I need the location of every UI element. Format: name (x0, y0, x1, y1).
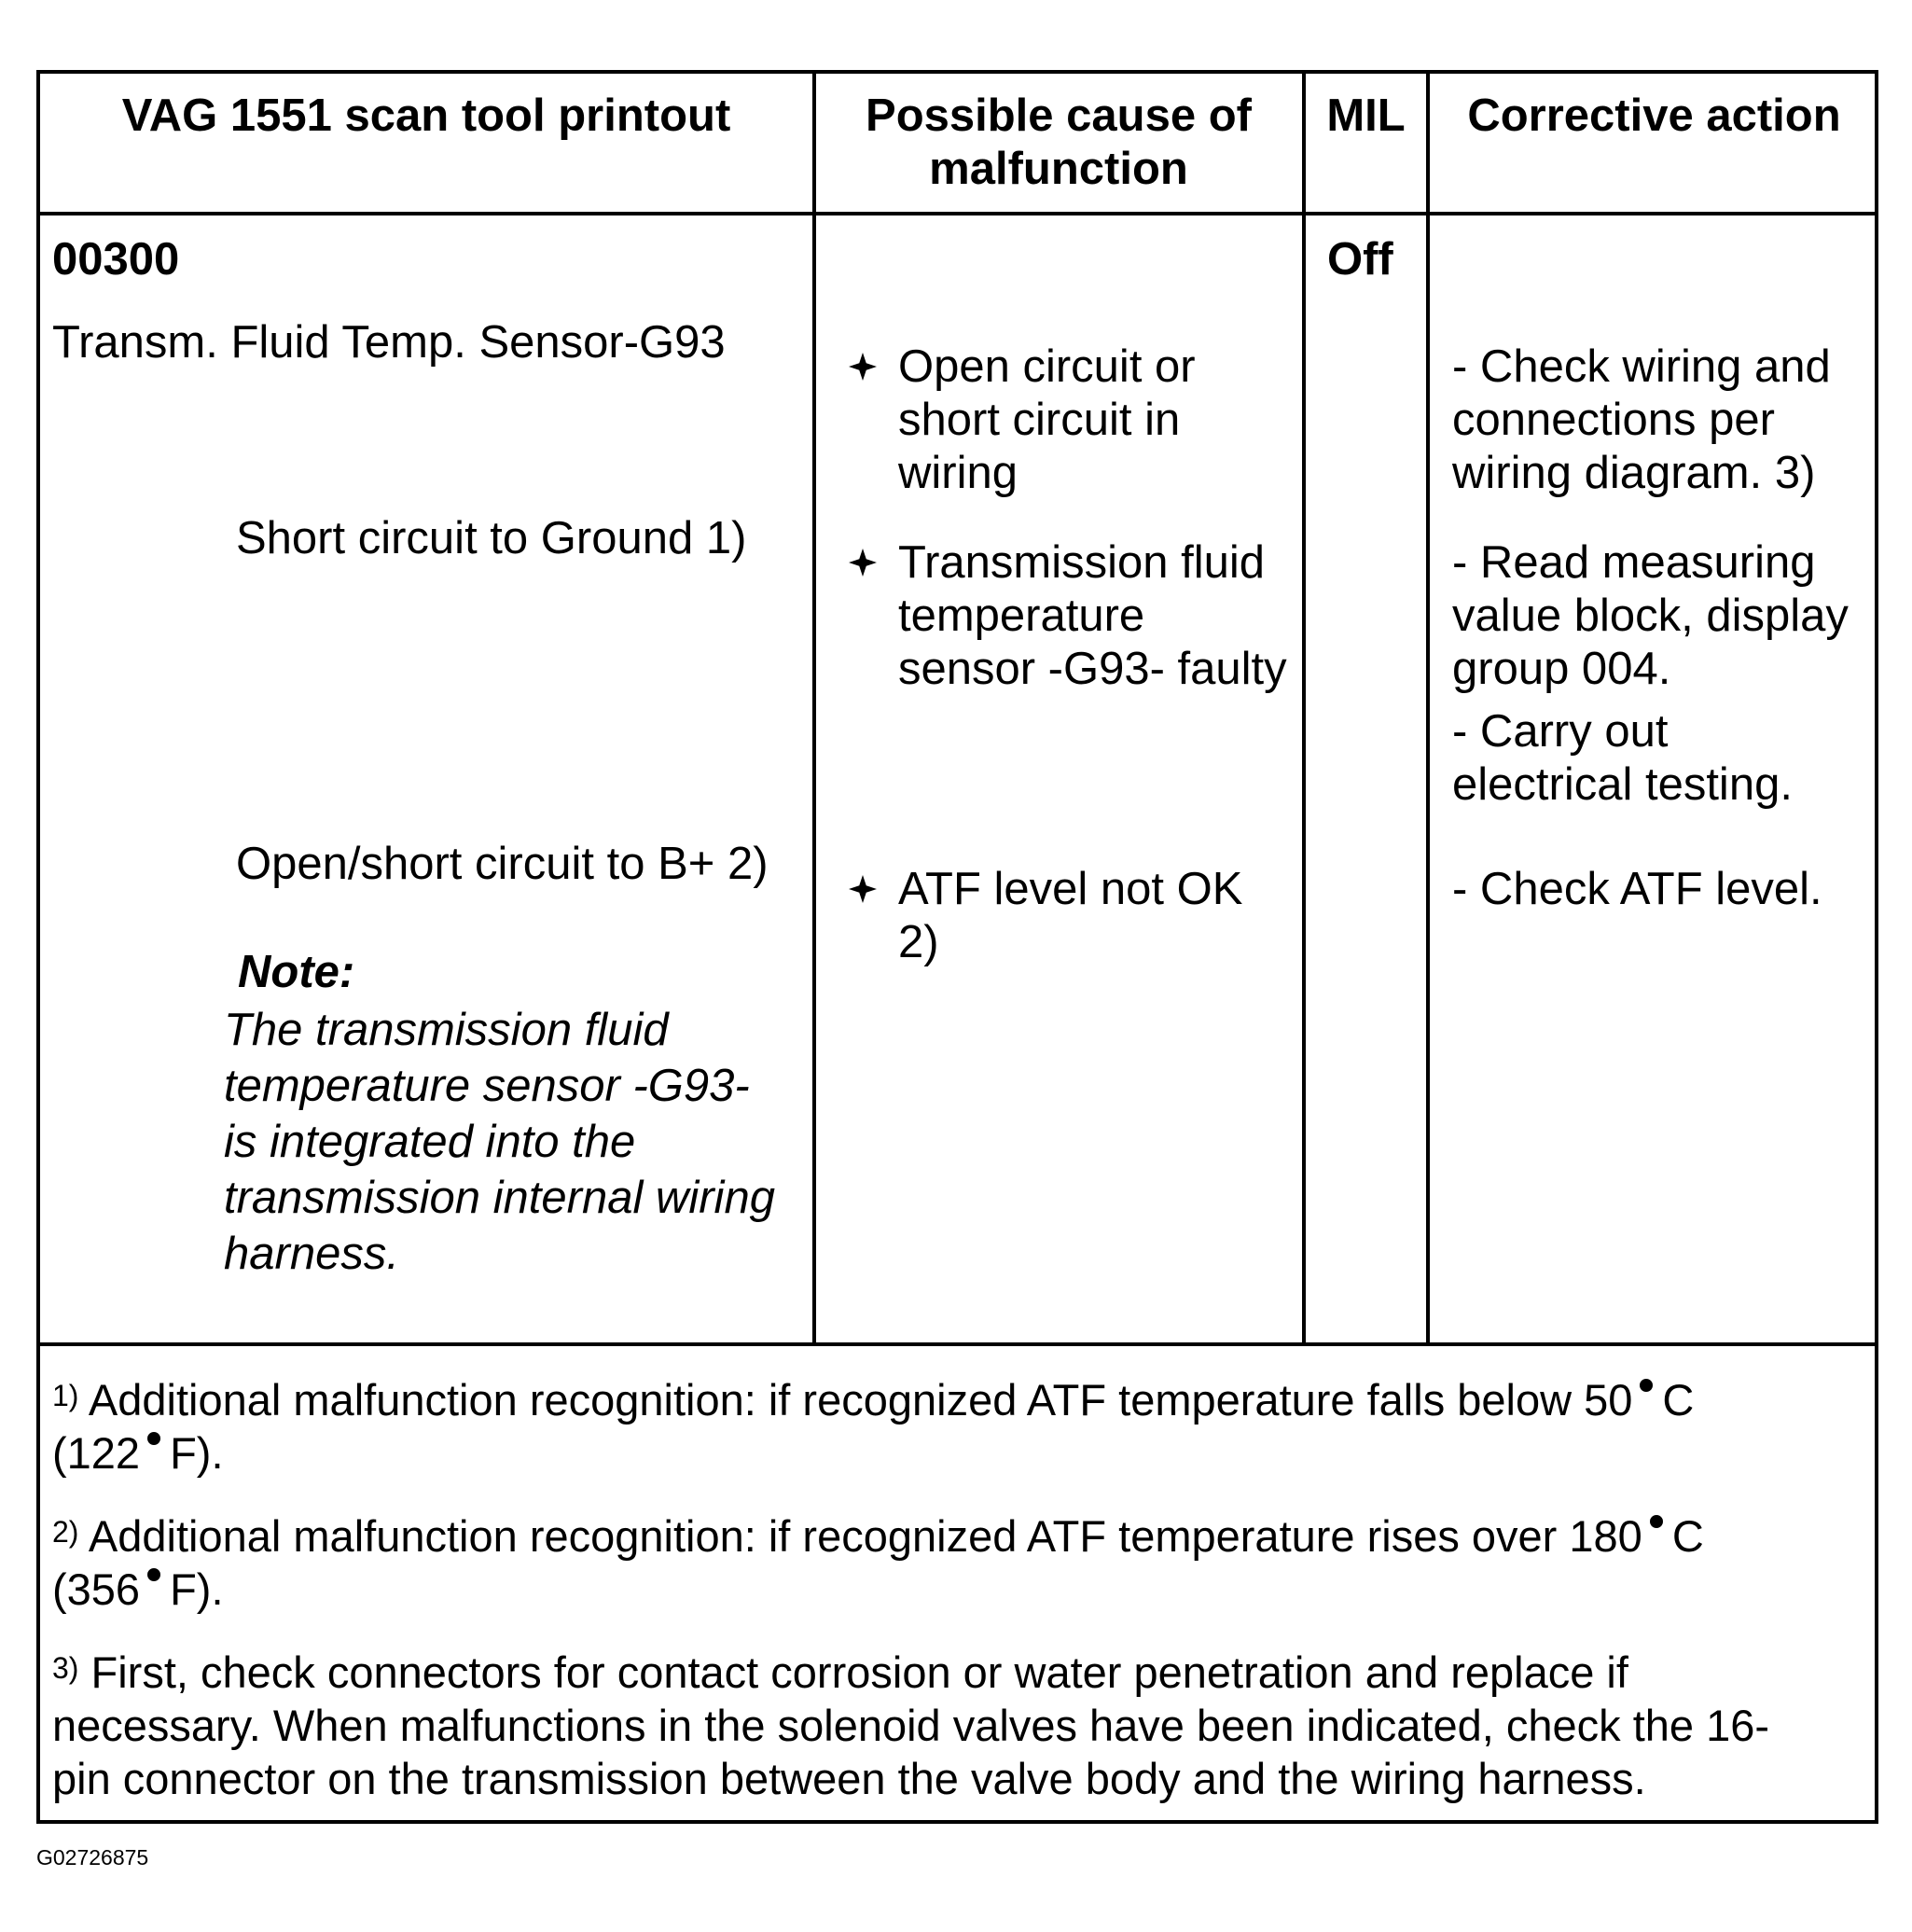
footnote-text: C (1662, 1375, 1695, 1425)
footnote-text: F). (170, 1564, 224, 1614)
header-printout: VAG 1551 scan tool printout (121, 90, 731, 141)
cause-line: Transmission fluid (898, 537, 1266, 588)
footnote-3 (52, 1646, 1843, 1805)
footnote-text: Additional malfunction recognition: if recognized ATF temperature rises over 180 (88, 1511, 1642, 1561)
header-corrective-action: Corrective action (1467, 90, 1841, 141)
note-line: The transmission fluid (224, 1005, 669, 1055)
diamond-bullet-icon (849, 353, 877, 381)
cause-line: wiring (898, 448, 1018, 498)
footnote-divider (36, 1342, 1878, 1346)
action-line: - Carry out (1452, 706, 1669, 757)
cause-line: short circuit in (898, 395, 1181, 445)
column-divider (812, 70, 816, 1346)
footnote-text: C (1671, 1511, 1704, 1561)
column-divider (1426, 70, 1430, 1346)
action-line: - Check wiring and (1452, 341, 1831, 392)
footnote-text: necessary. When malfunctions in the solenoid valves have been indicated, check the 16- (52, 1701, 1770, 1750)
footnote-number: 1) (52, 1379, 79, 1412)
header-divider (36, 212, 1878, 215)
figure-id: G02726875 (36, 1845, 149, 1869)
action-line: connections per (1452, 395, 1775, 445)
footnote-text: pin connector on the transmission between the valve body and the wiring harness. (52, 1754, 1646, 1803)
action-line: - Check ATF level. (1452, 864, 1822, 914)
footnote-text: (122 (52, 1428, 141, 1478)
cause-line: Open circuit or (898, 341, 1196, 392)
header-mil: MIL (1326, 90, 1406, 141)
action-line: group 004. (1452, 644, 1671, 694)
mil-status: Off (1327, 234, 1393, 285)
footnote-text: F). (170, 1428, 224, 1478)
footnote-1 (52, 1373, 1843, 1480)
diamond-bullet-icon (849, 549, 877, 577)
cause-line: 2) (898, 917, 939, 967)
note-line: harness. (224, 1229, 399, 1279)
note-line: transmission internal wiring (224, 1173, 775, 1223)
footnote-number: 3) (52, 1651, 79, 1685)
cause-line: ATF level not OK (898, 864, 1243, 914)
column-divider (1302, 70, 1306, 1346)
component-name: Transm. Fluid Temp. Sensor-G93 (52, 317, 726, 368)
action-line: electrical testing. (1452, 759, 1793, 810)
diamond-bullet-icon (849, 875, 877, 903)
fault-code: 00300 (52, 234, 180, 285)
action-line: - Read measuring (1452, 537, 1816, 588)
degree-icon (147, 1432, 160, 1445)
header-possible-cause: Possible cause of malfunction (866, 90, 1252, 194)
note-label: Note: (238, 947, 355, 997)
footnote-text: First, check connectors for contact corrosion or water penetration and replace if (90, 1647, 1628, 1697)
fault-open-short-to-bplus: Open/short circuit to B+ 2) (236, 839, 769, 889)
footnote-2 (52, 1509, 1843, 1616)
note-line: temperature sensor -G93- (224, 1061, 750, 1111)
fault-short-to-ground: Short circuit to Ground 1) (236, 513, 747, 563)
note-line: is integrated into the (224, 1117, 636, 1167)
footnote-text: Additional malfunction recognition: if recognized ATF temperature falls below 50 (88, 1375, 1633, 1425)
action-line: value block, display (1452, 591, 1849, 641)
degree-icon (1640, 1379, 1653, 1392)
footnote-number: 2) (52, 1515, 79, 1549)
footnote-text: (356 (52, 1564, 141, 1614)
action-line: wiring diagram. 3) (1452, 448, 1816, 498)
degree-icon (1650, 1515, 1663, 1528)
degree-icon (147, 1568, 160, 1581)
cause-line: sensor -G93- faulty (898, 644, 1287, 694)
cause-line: temperature (898, 591, 1145, 641)
